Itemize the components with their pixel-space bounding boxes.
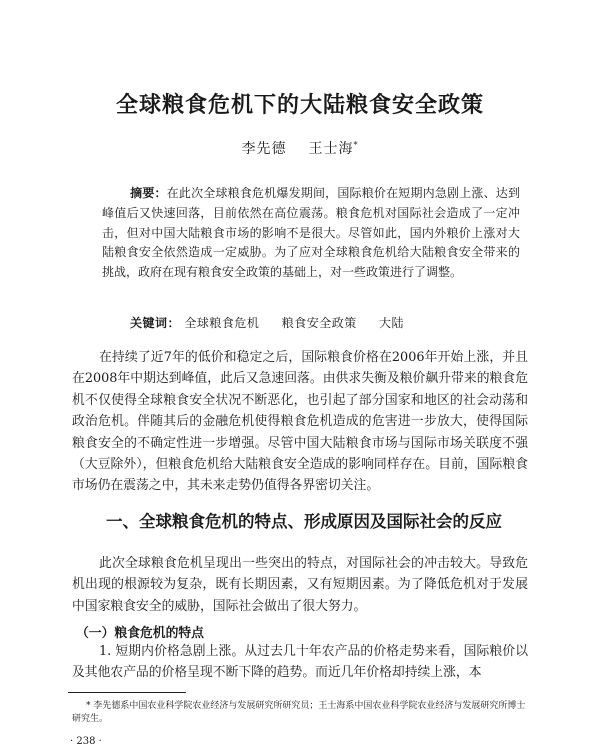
page-number: · 238 · <box>70 736 102 747</box>
keyword: 大陆 <box>379 316 405 330</box>
intro-paragraph: 在持续了近7年的低价和稳定之后，国际粮食价格在2006年开始上涨，并且在2008年中期达到峰值，此后又急速回落。由供求失衡及粮价飙升带来的粮食危机不仅使得全球粮食安全状况不断恶化，也引起了部分国家和地区的社会动荡和政治危机。伴随其后的金融危机使得粮食危机造成的危害进一步放大，使得国际粮食安全的不确定性进一步增强。尽管中国大陆粮食市场与国际市场关联度不强（大豆除外），但粮食危机给大陆粮食安全造成的影响同样存在。目前，国际粮食市场仍在震荡之中，其未来走势仍值得各界密切关注。 <box>72 350 528 494</box>
author-name: 王士海 <box>308 141 354 157</box>
keyword: 粮食安全政策 <box>281 316 357 330</box>
point-paragraph: 1. 短期内价格急剧上涨。从过去几十年农产品的价格走势来看，国际粮价以及其他农产品的价格呈现不断下降的趋势。而近几年价格却持续上涨，本 <box>72 644 528 681</box>
keyword: 全球粮食危机 <box>184 316 260 330</box>
authors-line <box>0 138 600 158</box>
subsection-heading: （一）粮食危机的特点 <box>76 626 204 641</box>
author-name: 李先德 <box>241 141 287 157</box>
footnote-divider <box>68 692 186 693</box>
section-paragraph: 此次全球粮食危机呈现出一些突出的特点，对国际社会的冲击较大。导致危机出现的根源较为复杂，既有长期因素，又有短期因素。为了降低危机对于发展中国家粮食安全的威胁，国际社会做出了很大努力。 <box>72 556 528 614</box>
footnote: * 李先德系中国农业科学院农业经济与发展研究所研究员；王士海系中国农业科学院农业经济与发展研究所博士研究生。 <box>72 701 526 724</box>
abstract-text: 在此次全球粮食危机爆发期间，国际粮价在短期内急剧上涨、达到峰值后又快速回落，目前依然在高位震荡。粮食危机对国际社会造成了一定冲击，但对中国大陆粮食市场的影响不是很大。尽管如此，国内外粮价上涨对大陆粮食安全依然造成一定威胁。为了应对全球粮食危机给大陆粮食安全带来的挑战，政府在现有粮食安全政策的基础上，对一些政策进行了调整。 <box>102 186 520 280</box>
keywords-line <box>130 314 530 331</box>
abstract-label: 摘要： <box>130 186 167 200</box>
keywords-label: 关键词： <box>130 316 181 330</box>
article-title: 全球粮食危机下的大陆粮食安全政策 <box>115 93 484 118</box>
abstract-block <box>102 184 520 283</box>
section-heading: 一、全球粮食危机的特点、形成原因及国际社会的反应 <box>106 512 502 531</box>
footnote-marker: * <box>353 140 359 150</box>
